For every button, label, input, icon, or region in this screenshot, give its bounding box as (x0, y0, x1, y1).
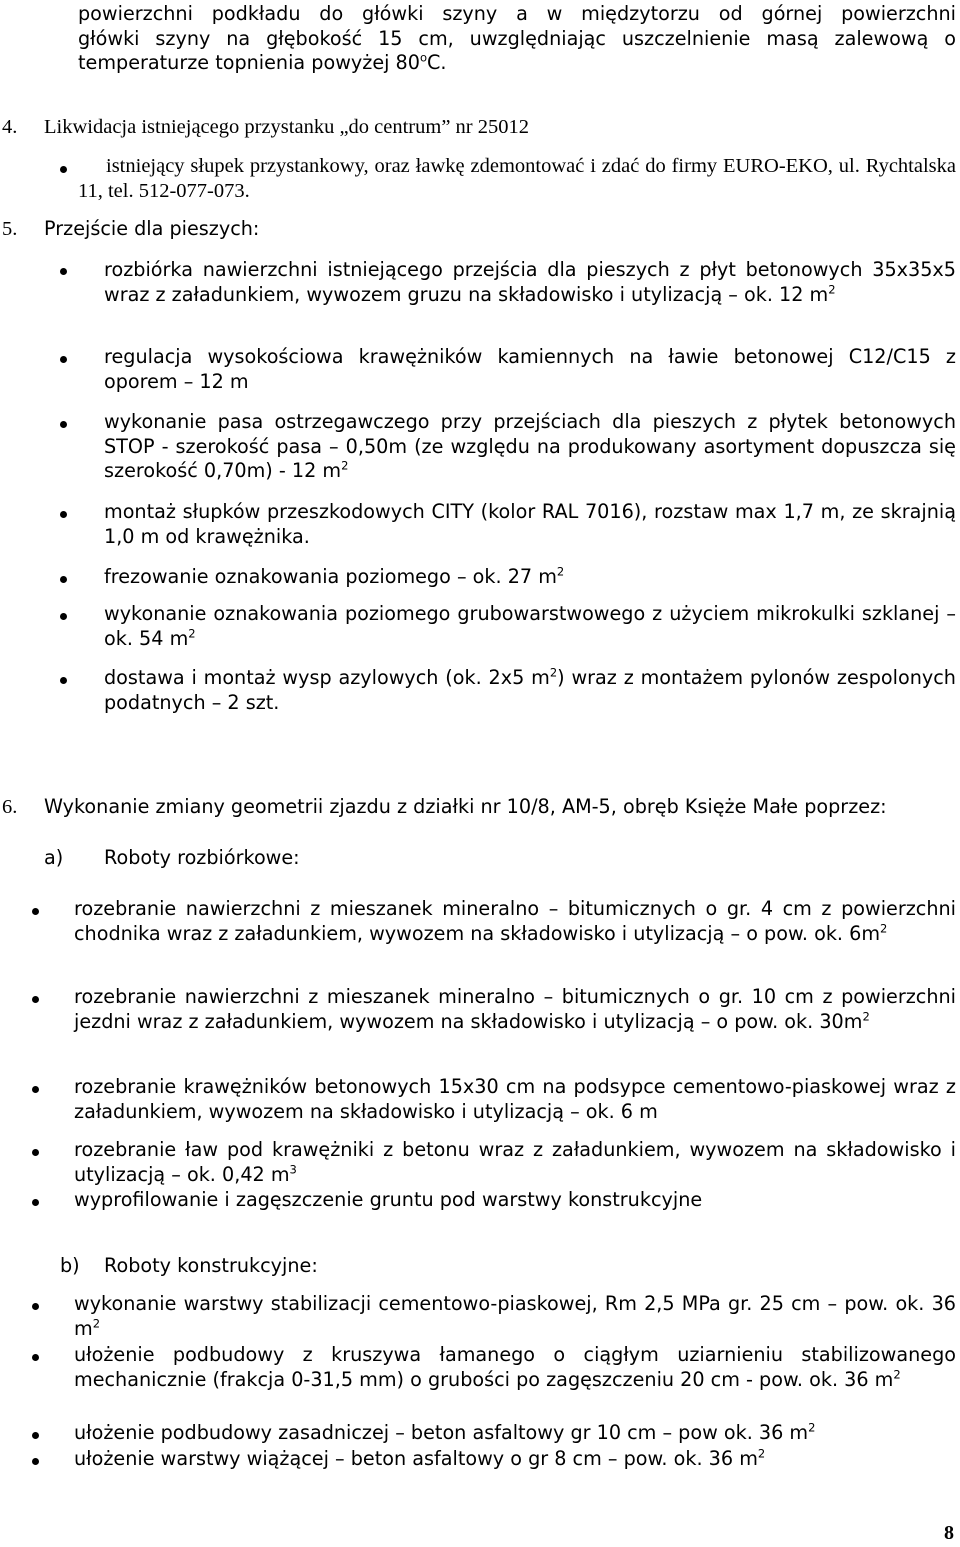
intro-paragraph (78, 2, 956, 76)
subsection-a-title: Roboty rozbiórkowe: (104, 846, 300, 869)
bullet-icon (60, 613, 67, 620)
bullet-icon (32, 1199, 39, 1206)
s5-item-6: dostawa i montaż wysp azylowych (ok. 2x5 $m^2$) wraz z montażem pylonów zespolonych podatnych – 2 szt. (104, 665, 956, 714)
bullet-icon (60, 511, 67, 518)
s6b-item-0: wykonanie warstwy stabilizacji cementowo-piaskowej, Rm 2,5 MPa gr. 25 cm – pow. ok. 36 $m^2$ (74, 1292, 956, 1340)
s6a-item-1: rozebranie nawierzchni z mieszanek mineralno – bitumicznych o gr. 10 cm z powierzchni jezdni wraz z załadunkiem, wywozem na składowisko i utylizacją – o pow. ok. $30m^2$ (74, 985, 956, 1033)
section-number: 4. (2, 116, 18, 138)
bullet-icon (32, 996, 39, 1003)
bullet-icon (32, 1432, 39, 1439)
bullet-icon (32, 1458, 39, 1465)
s6a-item-4: wyprofilowanie i zagęszczenie gruntu pod warstwy konstrukcyjne (74, 1188, 703, 1211)
section-4-title: Likwidacja istniejącego przystanku „do centrum” nr 25012 (44, 116, 530, 138)
s5-item-5: wykonanie oznakowania poziomego grubowarstwowego z użyciem mikrokulki szklanej – ok. 54 $m^2$ (104, 602, 956, 650)
subsection-b-title: Roboty konstrukcyjne: (104, 1254, 318, 1277)
s5-item-0: rozbiórka nawierzchni istniejącego przejścia dla pieszych z płyt betonowych 35x35x5 wraz z załadunkiem, wywozem gruzu na składowisko i utylizacją – ok. 12 $m^2$ (104, 258, 956, 306)
s6b-item-3: ułożenie warstwy wiążącej – beton asfaltowy o gr 8 cm – pow. ok. 36 $m^2$ (74, 1446, 766, 1470)
intro-line-2: główki szyny na głębokość 15 cm, uwzględniając uszczelnienie masą zalewową o (78, 26, 956, 50)
bullet-icon (32, 1354, 39, 1361)
bullet-icon (60, 268, 67, 275)
bullet-icon (60, 166, 67, 173)
bullet-icon (32, 1149, 39, 1156)
bullet-icon (60, 421, 67, 428)
bullet-icon (32, 908, 39, 915)
subsection-b-label: b) (60, 1254, 80, 1277)
page-number: 8 (944, 1522, 954, 1544)
section-5-number: 5. (2, 218, 18, 240)
s5-item-3: montaż słupków przeszkodowych CITY (kolor RAL 7016), rozstaw max 1,7 m, ze skrajnią 1,0 m od krawężnika. (104, 500, 956, 548)
bullet-icon (60, 356, 67, 363)
bullet-icon (32, 1303, 39, 1310)
s6b-item-1: ułożenie podbudowy z kruszywa łamanego o ciągłym uziarnieniu stabilizowanego mechanicznie (frakcja 0-31,5 mm) o grubości po zagęszczeniu 20 cm - pow. ok. 36 $m^2$ (74, 1343, 956, 1391)
s4-item-0: istniejący słupek przystankowy, oraz ławkę zdemontować i zdać do firmy EURO-EKO, ul. Rychtalska 11, tel. 512-077-073. (78, 155, 956, 202)
intro-line-1: powierzchni podkładu do główki szyny a w międzytorzu od górnej powierzchni (78, 2, 956, 25)
bullet-icon (60, 677, 67, 684)
section-5-title: Przejście dla pieszych: (44, 217, 260, 240)
section-4-heading (2, 115, 17, 140)
subsection-a-label: a) (44, 846, 64, 869)
section-6-title: Wykonanie zmiany geometrii zjazdu z działki nr 10/8, AM-5, obręb Księże Małe poprzez: (44, 795, 887, 818)
s6a-item-2: rozebranie krawężników betonowych 15x30 cm na podsypce cementowo-piaskowej wraz z załadunkiem, wywozem na składowisko i utylizacją – ok. 6 m (74, 1075, 956, 1123)
s6a-item-3: rozebranie ław pod krawężniki z betonu wraz z załadunkiem, wywozem na składowisko i utylizacją – ok. 0,42 $m^3$ (74, 1138, 956, 1186)
bullet-icon (60, 576, 67, 583)
s5-item-4: frezowanie oznakowania poziomego – ok. 27 $m^2$ (104, 564, 565, 588)
s6a-item-0: rozebranie nawierzchni z mieszanek mineralno – bitumicznych o gr. 4 cm z powierzchni chodnika wraz z załadunkiem, wywozem na składowisko i utylizacją – o pow. ok. $6m^2$ (74, 897, 956, 945)
s5-item-2: wykonanie pasa ostrzegawczego przy przejściach dla pieszych z płytek betonowych STOP - szerokość pasa – 0,50m (ze względu na produkowany asortyment dopuszcza się szerokość 0,70m) - 12 $m^2$ (104, 410, 956, 482)
section-6-number: 6. (2, 796, 18, 818)
intro-line-3: temperaturze topnienia powyżej 80$^o$C. (78, 50, 447, 74)
s6b-item-2: ułożenie podbudowy zasadniczej – beton asfaltowy gr 10 cm – pow ok. 36 $m^2$ (74, 1420, 816, 1444)
s5-item-1: regulacja wysokościowa krawężników kamiennych na ławie betonowej C12/C15 z oporem – 12 m (104, 345, 956, 393)
bullet-icon (32, 1086, 39, 1093)
